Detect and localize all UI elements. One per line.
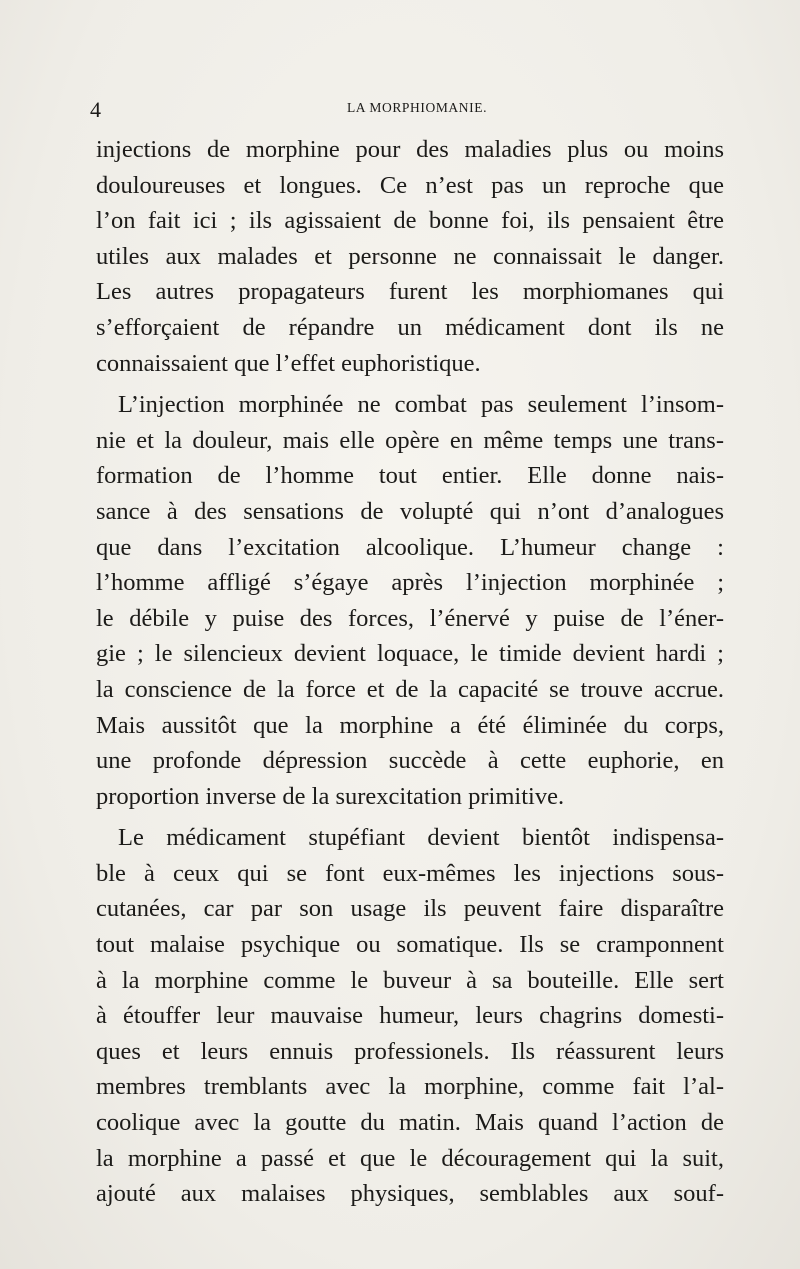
- page-number: 4: [90, 97, 101, 122]
- paragraph-2: [96, 387, 724, 814]
- text-line: à la morphine comme le buveur à sa bouteille. Elle sert: [96, 966, 724, 994]
- text-line: Le médicament stupéfiant devient bientôt indispensa-: [118, 824, 724, 852]
- text-line: utiles aux malades et personne ne connaissait le danger.: [96, 242, 724, 270]
- text-line: l’homme affligé s’égaye après l’injection morphinée ;: [96, 569, 724, 597]
- text-line: sance à des sensations de volupté qui n’ont d’analogues: [96, 497, 724, 525]
- text-line: tout malaise psychique ou somatique. Ils se cramponnent: [96, 931, 724, 959]
- body-text: [96, 132, 724, 1212]
- text-line: ques et leurs ennuis professionels. Ils réassurent leurs: [96, 1037, 724, 1065]
- text-line: ajouté aux malaises physiques, semblables aux souf-: [96, 1180, 724, 1208]
- text-line: ble à ceux qui se font eux-mêmes les injections sous-: [96, 859, 724, 887]
- text-line: s’efforçaient de répandre un médicament dont ils ne: [96, 313, 724, 341]
- text-line: formation de l’homme tout entier. Elle donne nais-: [96, 462, 724, 490]
- text-line: L’injection morphinée ne combat pas seulement l’insom-: [118, 391, 724, 419]
- text-line: injections de morphine pour des maladies plus ou moins: [96, 136, 724, 163]
- text-line: gie ; le silencieux devient loquace, le timide devient hardi ;: [96, 640, 724, 668]
- text-line: Mais aussitôt que la morphine a été éliminée du corps,: [96, 711, 724, 739]
- text-line: une profonde dépression succède à cette euphorie, en: [96, 747, 724, 775]
- text-line: que dans l’excitation alcoolique. L’humeur change :: [96, 533, 724, 561]
- text-line: l’on fait ici ; ils agissaient de bonne foi, ils pensaient être: [96, 207, 724, 235]
- text-line: Les autres propagateurs furent les morphiomanes qui: [96, 278, 724, 306]
- text-line: le débile y puise des forces, l’énervé y puise de l’éner-: [96, 604, 724, 632]
- text-line: proportion inverse de la surexcitation primitive.: [96, 782, 565, 810]
- text-line: connaissaient que l’effet euphoristique.: [96, 349, 481, 377]
- text-line: la morphine a passé et que le découragement qui la suit,: [96, 1144, 724, 1172]
- text-line: cutanées, car par son usage ils peuvent faire disparaître: [96, 895, 724, 923]
- text-line: à étouffer leur mauvaise humeur, leurs chagrins domesti-: [96, 1002, 724, 1030]
- text-line: coolique avec la goutte du matin. Mais quand l’action de: [96, 1109, 724, 1137]
- text-line: la conscience de la force et de la capacité se trouve accrue.: [96, 675, 724, 703]
- running-title: LA MORPHIOMANIE.: [346, 100, 488, 115]
- paragraph-3: [96, 820, 724, 1212]
- paragraph-1: [96, 132, 724, 381]
- running-head: [90, 97, 724, 121]
- text-line: douloureuses et longues. Ce n’est pas un reproche que: [96, 171, 724, 199]
- text-line: membres tremblants avec la morphine, comme fait l’al-: [96, 1073, 724, 1101]
- text-line: nie et la douleur, mais elle opère en même temps une trans-: [96, 426, 724, 454]
